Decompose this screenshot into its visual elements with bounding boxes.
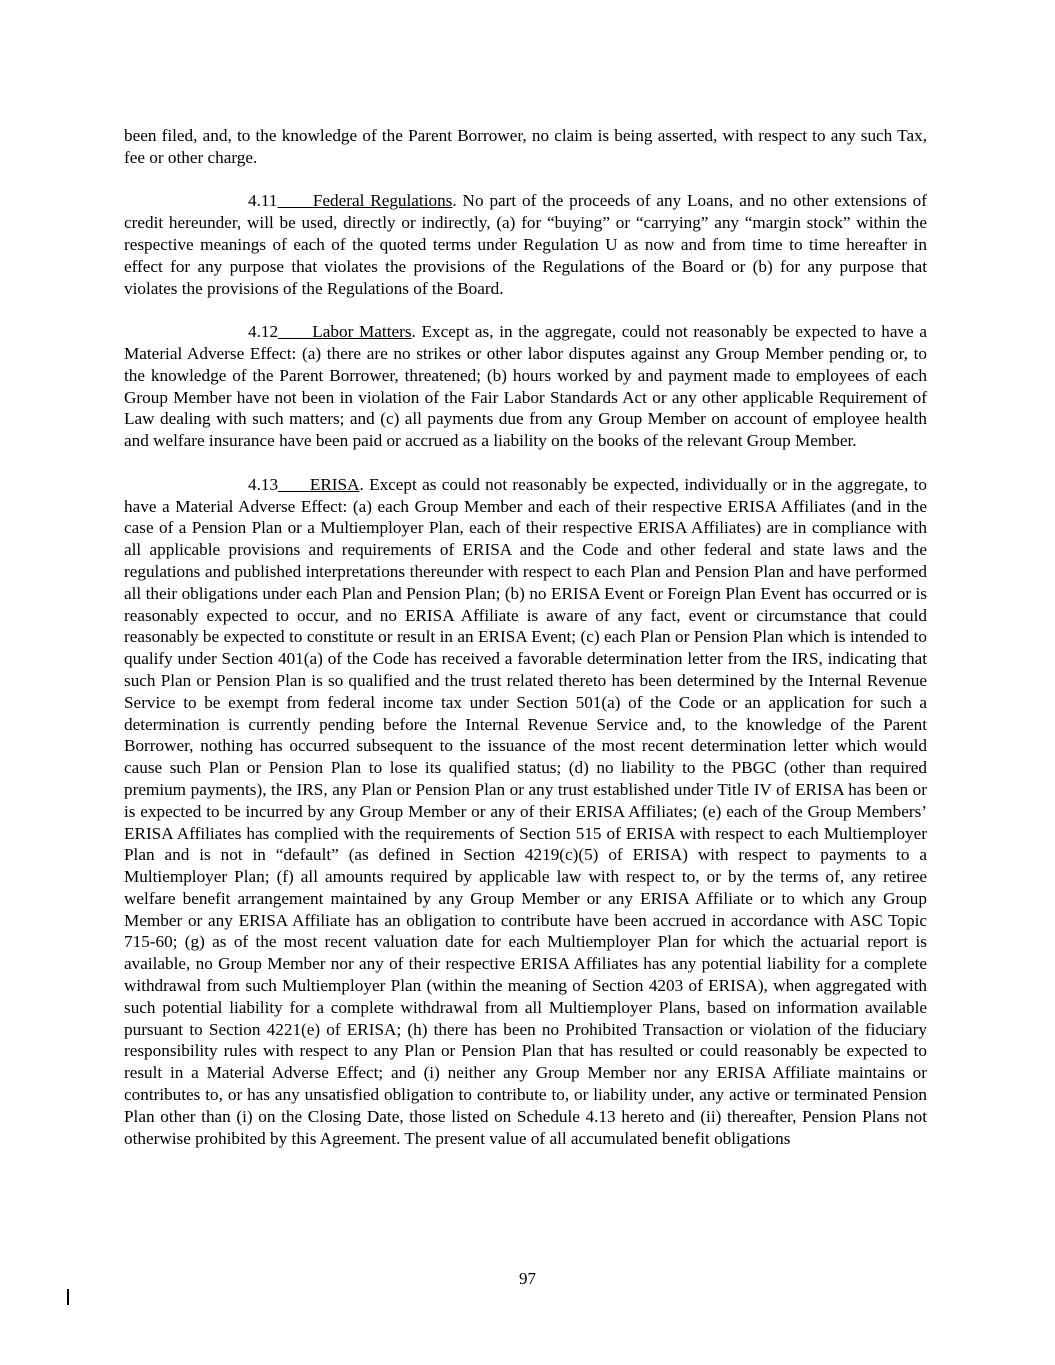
section-text: . Except as could not reasonably be expected, individually or in the aggregate, to have a Material Adverse Effect: (a) each Group Member and each of their respective ERISA Affiliates (and in the case of a Pension Plan or a Multiemployer Plan, each of their respective ERISA Affiliates) are in compliance with all applicable provisions and requirements of ERISA and the Code and other federal and state laws and the regulations and published interpretations thereunder with respect to each Plan and Pension Plan and have performed all their obligations under each Plan and Pension Plan; (b) no ERISA Event or Foreign Plan Event has occurred or is reasonably expected to occur, and no ERISA Affiliate is aware of any fact, event or circumstance that could reasonably be expected to constitute or result in an ERISA Event; (c) each Plan or Pension Plan which is intended to qualify under Section 401(a) of the Code has received a favorable determination letter from the IRS, indicating that such Plan or Pension Plan is so qualified and the trust related thereto has been determined by the Internal Revenue Service to be exempt from federal income tax under Section 501(a) of the Code or an application for such a determination is currently pending before the Internal Revenue Service and, to the knowledge of the Parent Borrower, nothing has occurred subsequent to the issuance of the most recent determination letter which would cause such Plan or Pension Plan to lose its qualified status; (d) no liability to the PBGC (other than required premium payments), the IRS, any Plan or Pension Plan or any trust established under Title IV of ERISA has been or is expected to be incurred by any Group Member or any of their ERISA Affiliates; (e) each of the Group Members’ ERISA Affiliates has complied with the requirements of Section 515 of ERISA with respect to each Multiemployer Plan and is not in “default” (as defined in Section 4219(c)(5) of ERISA) with respect to payments to a Multiemployer Plan; (f) all amounts required by applicable law with respect to, or by the terms of, any retiree welfare benefit arrangement maintained by any Group Member or any ERISA Affiliate or to which any Group Member or any ERISA Affiliate has an obligation to contribute have been accrued in accordance with ASC Topic 715-60; (g) as of the most recent valuation date for each Multiemployer Plan for which the actuarial report is available, no Group Member nor any of their respective ERISA Affiliates has any potential liability for a complete withdrawal from such Multiemployer Plan (within the meaning of Section 4203 of ERISA), when aggregated with such potential liability for a complete withdrawal from all Multiemployer Plans, based on information available pursuant to Section 4221(e) of ERISA; (h) there has been no Prohibited Transaction or violation of the fiduciary responsibility rules with respect to any Plan or Pension Plan that has resulted or could reasonably be expected to result in a Material Adverse Effect; and (i) neither any Group Member nor any ERISA Affiliate maintains or contributes to, or has any unsatisfied obligation to contribute to, or liability under, any active or terminated Pension Plan other than (i) on the Closing Date, those listed on Schedule 4.13 hereto and (ii) thereafter, Pension Plans not otherwise prohibited by this Agreement. The present value of all accumulated benefit obligations: [124, 474, 928, 1148]
section-number: 4.11: [248, 191, 278, 211]
page-number: 97: [519, 1269, 536, 1288]
document-body: [124, 125, 927, 1171]
section-heading: Labor Matters: [312, 322, 412, 342]
heading-gap: [278, 322, 312, 341]
section-4-12: [124, 321, 927, 452]
section-number: 4.13: [248, 474, 279, 494]
revision-bar: [67, 1289, 69, 1305]
paragraph-continuation: [124, 125, 927, 169]
section-heading: ERISA: [309, 474, 360, 494]
heading-gap: [278, 475, 310, 494]
section-4-13: [124, 474, 927, 1150]
section-heading: Federal Regulations: [312, 191, 453, 211]
section-text: . No part of the proceeds of any Loans, and no other extensions of credit hereunder, will be used, directly or indirectly, (a) for “buying” or “carrying” any “margin stock” within the respective meanings of each of the quoted terms under Regulation U as now and from time to time hereafter in effect for any purpose that violates the provisions of the Regulations of the Board or (b) for any purpose that violates the provisions of the Regulations of the Board.: [124, 191, 927, 298]
heading-gap: [277, 191, 312, 210]
section-4-11: [124, 190, 927, 299]
paragraph-text: been filed, and, to the knowledge of the Parent Borrower, no claim is being asserted, with respect to any such Tax, fee or other charge.: [124, 126, 927, 167]
section-number: 4.12: [248, 322, 279, 342]
section-text: . Except as, in the aggregate, could not reasonably be expected to have a Material Adverse Effect: (a) there are no strikes or other labor disputes against any Group Member pending or, to the knowledge of the Parent Borrower, threatened; (b) hours worked by and payment made to employees of each Group Member have not been in violation of the Fair Labor Standards Act or any other applicable Requirement of Law dealing with such matters; and (c) all payments due from any Group Member on account of employee health and welfare insurance have been paid or accrued as a liability on the books of the relevant Group Member.: [124, 322, 928, 451]
